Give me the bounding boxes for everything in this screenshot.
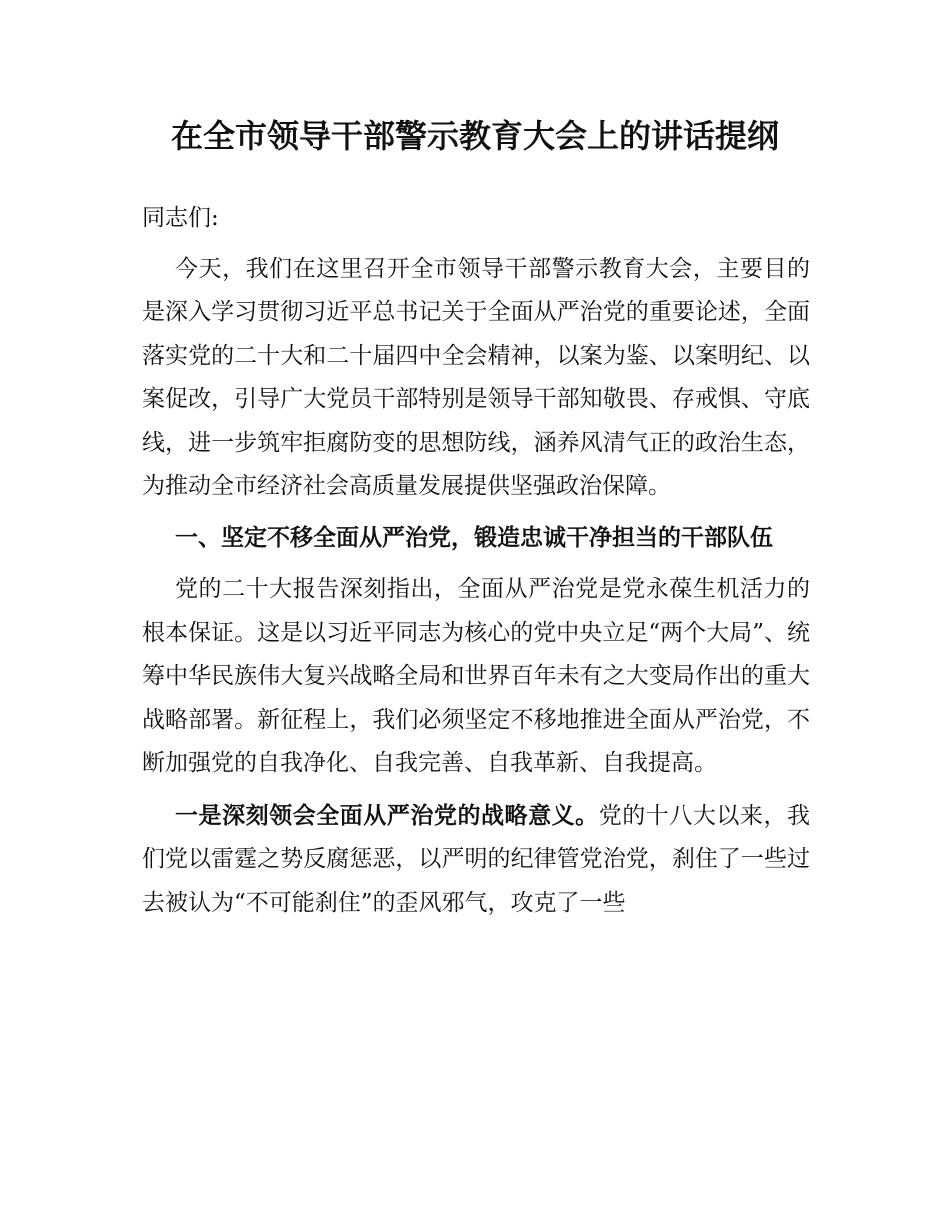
intro-paragraph: 今天，我们在这里召开全市领导干部警示教育大会，主要目的是深入学习贯彻习近平总书记关于全面从严治党的重要论述，全面落实党的二十大和二十届四中全会精神，以案为鉴、以案明纪、以案促改，引导广大党员干部特别是领导干部知敬畏、存戒惧、守底线，进一步筑牢拒腐防变的思想防线，涵养风清气正的政治生态，为推动全市经济社会高质量发展提供坚强政治保障。 — [142, 255, 810, 499]
point-1-lead: 一是深刻领会全面从严治党的战略意义。 — [175, 801, 599, 829]
document-body — [142, 197, 810, 933]
document-title: 在全市领导干部警示教育大会上的讲话提纲 — [170, 117, 779, 155]
point-1-text: 党的十八大以来，我们党以雷霆之势反腐惩恶，以严明的纪律管党治党，刹住了一些过去被认为“不可能刹住”的歪风邪气，攻克了一些 — [142, 802, 811, 916]
point-1-paragraph — [142, 794, 810, 926]
salutation: 同志们: — [142, 205, 219, 231]
section-1-paragraph: 党的二十大报告深刻指出，全面从严治党是党永葆生机活力的根本保证。这是以习近平同志为核心的党中央立足“两个大局”、统筹中华民族伟大复兴战略全局和世界百年未有之大变局作出的重大战略部署。新征程上，我们必须坚定不移地推进全面从严治党，不断加强党的自我净化、自我完善、自我革新、自我提高。 — [142, 576, 810, 776]
section-heading-1: 一、坚定不移全面从严治党，锻造忠诚干净担当的干部队伍 — [175, 524, 773, 551]
